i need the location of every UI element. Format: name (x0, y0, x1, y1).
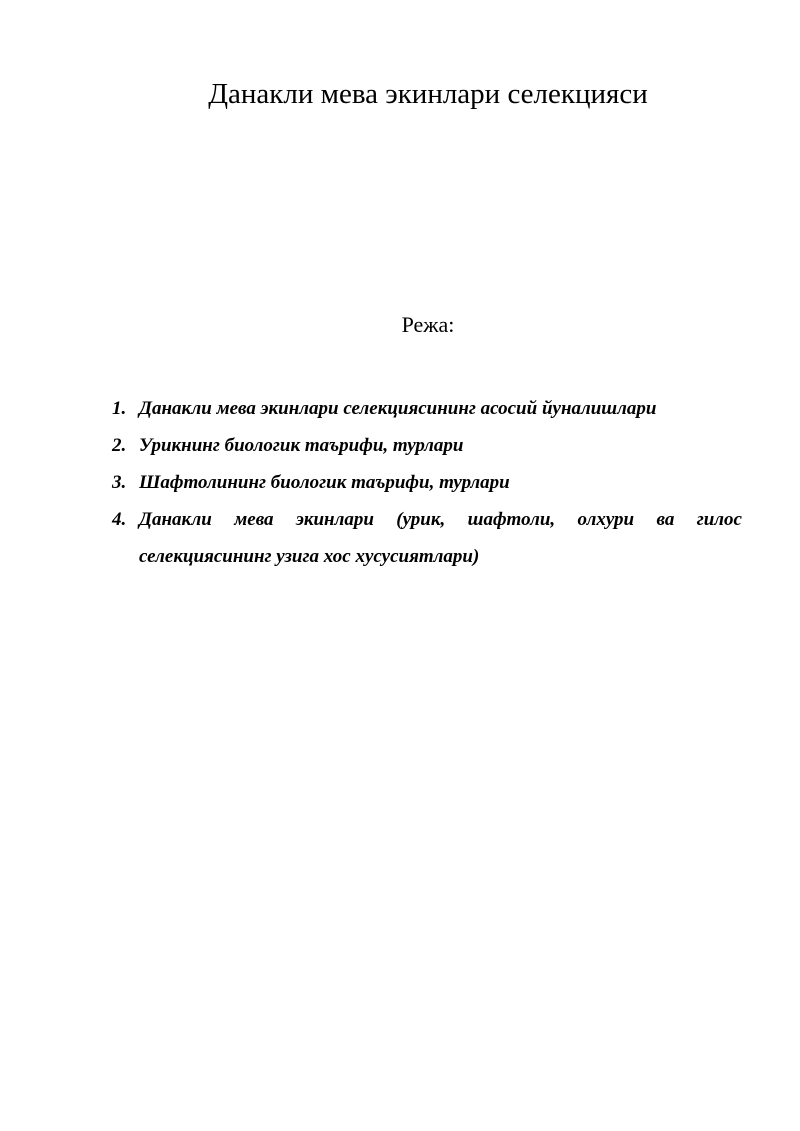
plan-item-text: Урикнинг биологик таърифи, турлари (139, 435, 464, 456)
plan-item-number: 4. (112, 509, 127, 530)
plan-item-text: Шафтолининг биологик таърифи, турлари (139, 472, 510, 493)
plan-item-number: 1. (112, 398, 127, 419)
plan-item-text: Данакли мева экинлари (урик, шафтоли, олхури ва гилос селекциясининг узига хос хусусиятлари) (139, 509, 742, 567)
plan-item-1 (112, 390, 742, 427)
plan-list (112, 390, 742, 575)
plan-item-2 (112, 427, 742, 464)
plan-item-3 (112, 464, 742, 501)
plan-heading: Режа: (401, 312, 455, 337)
plan-item-text: Данакли мева экинлари селекциясининг асосий йуналишлари (139, 398, 657, 419)
plan-item-number: 3. (112, 472, 127, 493)
plan-item-number: 2. (112, 435, 127, 456)
document-title: Данакли мева экинлари селекцияси (208, 78, 648, 110)
plan-item-4 (112, 501, 742, 575)
